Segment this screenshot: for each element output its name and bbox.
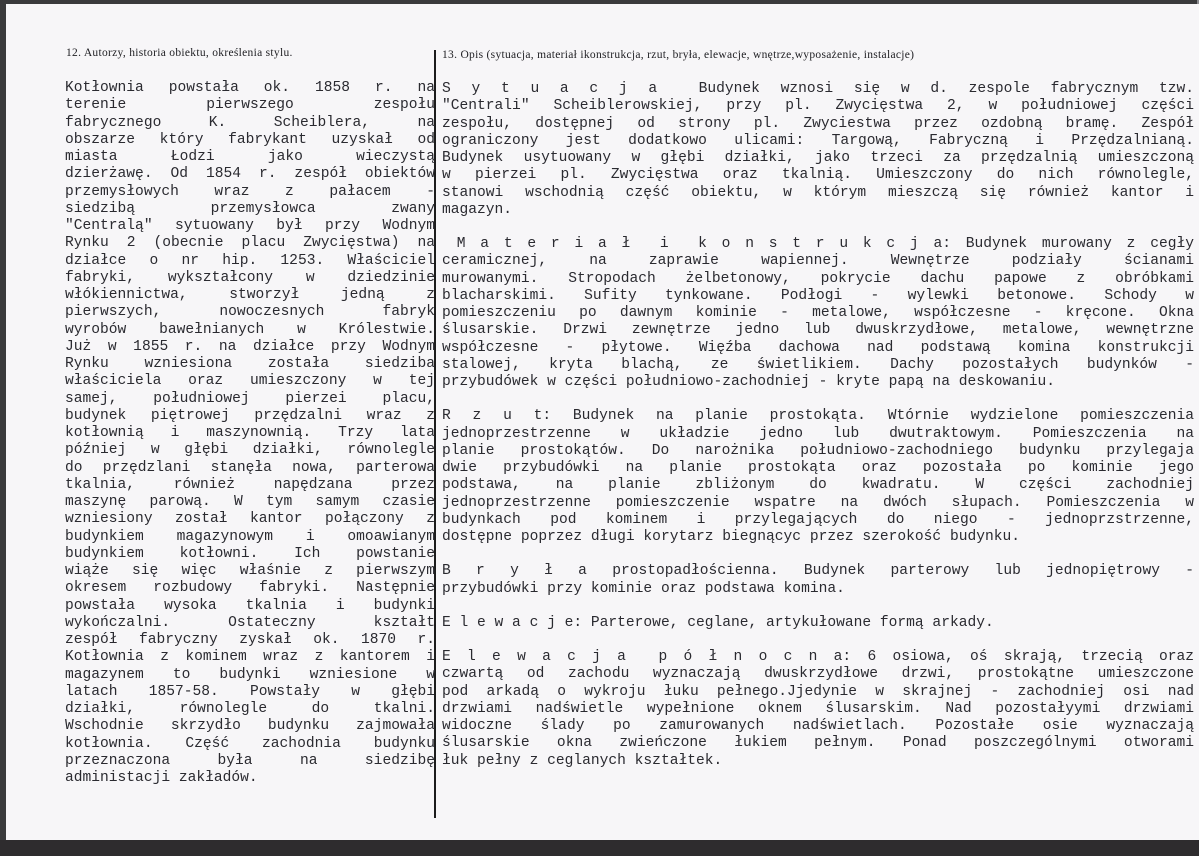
description-text-line: E l e w a c j a p ó ł n o c n a: 6 osiowa, oś skrają, trzecią oraz [442,649,1194,665]
description-text-line: czwartą od zachodu wyznaczają dwuskrzydłowe drzwi, prostokątne umieszczone [442,666,1194,683]
paragraph-bryla [442,563,1194,598]
description-text-line: ślusarskie okna zwieńczone łukiem pełnym. Ponad poszczególnymi otworami [442,735,1194,752]
history-text-line: kotłownią i maszynownią. Trzy lata [65,425,435,441]
description-text-line: murowanymi. Stropodach żelbetonowy, pokrycie dachu papowe z obróbkami [442,270,1194,287]
history-text-line: zespół fabryczny zyskał ok. 1870 r. [65,632,435,648]
history-text-line: Kotłownia z kominem wraz z kantorem i [65,649,435,666]
description-text-line: widoczne ślady po zamurowanych nadświetlach. Pozostałe osie wyznaczają [442,718,1194,734]
history-text-line: przeznaczona była na siedzibę [65,752,435,769]
section-13-heading: 13. Opis (sytuacja, materiał ikonstrukcja, rzut, bryła, elewacje, wnętrze,wyposażenie, instalacje) [442,49,915,61]
paragraph-material-konstrukcja [442,236,1194,391]
history-text-line: pierwszych, nowoczesnych fabryk [65,304,435,321]
description-text-line: współczesne - płytowe. Więźba dachowa nad podstawą komina konstrukcji [442,339,1194,356]
description-text-line: w pierzei pl. Zwycięstwa oraz tkalnią. Umieszczony do nich równolegle, [442,167,1194,184]
paragraph-elewacje [442,615,1194,632]
description-text-line: planie prostokątów. Do narożnika południowo-zachodniego budynku przylegaja [442,442,1194,459]
history-text-line: fabryki, wykształcony w dziedzinie [65,269,435,286]
description-text-line: drzwiami nadświetle wypełnione oknem ślusarskim. Nad pozostałyymi drzwiami [442,700,1194,717]
history-text-line: wykończalni. Ostateczny kształt [65,614,435,631]
history-text-line: Już w 1855 r. na działce przy Wodnym [65,338,435,355]
description-text-line: zespołu, dostępnej od strony pl. Zwyciestwa przez ozdobną bramę. Zespół [442,115,1194,132]
history-text-line: później w głębi działki, równolegle [65,442,435,459]
history-text-line: wzniesiony został kantor połączony z [65,511,435,528]
history-text-line: budynkiem magazynowym i omoawianym [65,528,435,545]
history-text-column [65,80,435,787]
history-text-line: do przędzlani stanęła nowa, parterowa [65,459,435,476]
description-text-line: stalowej, kryta blachą, ze świetlikiem. Dachy pozostałych budynków - [442,356,1194,373]
description-text-line: przybudówek w części południowo-zachodniej - kryte papą na deskowaniu. [442,374,1056,390]
paragraph-rzut [442,408,1194,546]
history-text-line: tkalnia, również napędzana przez [65,476,435,493]
history-text-line: terenie pierwszego zespołu [65,97,435,114]
description-text-line: stanowi wschodnią część obiektu, w którym mieszczą się również kantor i [442,184,1194,201]
description-text-line: ślusarskie. Drzwi zewnętrze jedno lub dwuskrzydłowe, metalowe, wewnętrzne [442,322,1194,339]
description-text-line: przybudówki przy kominie oraz podstawa komina. [442,580,845,597]
history-text-line: działce o nr hip. 1253. Właściciel [65,252,435,269]
history-text-line: Wschodnie skrzydło budynku zajmowała [65,718,435,735]
history-text-line: powstała wysoka tkalnia i budynki [65,597,435,614]
history-text-line: maszynę parową. W tym samym czasie [65,494,435,510]
history-text-line: Rynku 2 (obecnie placu Zwycięstwa) na [65,235,435,252]
history-text-line: wyrobów bawełnianych w Królestwie. [65,321,435,338]
description-text-line: ceramicznej, na zaprawie wapiennej. Wewnętrze podziały ścianami [442,253,1194,270]
description-text-line: jednoprzestrzenne pomieszczenie wspatre na dwóch słupach. Pomieszczenia w [442,494,1194,511]
history-text-line: działki, równolegle do tkalni. [65,701,435,717]
description-text-line: podstawa, na planie zbliżonym do kwadratu. W części zachodniej [442,477,1194,494]
history-text-line: magazynem to budynki wzniesione w [65,666,435,683]
history-text-line: latach 1857-58. Powstały w głębi [65,683,435,700]
paragraph-elewacja-polnocna [442,649,1194,770]
history-text-line: samej, południowej pierzei placu, [65,390,435,407]
description-text-line: S y t u a c j a Budynek wznosi się w d. zespole fabrycznym tzw. [442,81,1194,97]
history-text-line: właściciela oraz umieszczony w tej [65,373,435,390]
description-text-line: pod arkadą o wykroju łuku pełnego.Jjedynie w skrajnej - zachodniej osi nad [442,683,1194,700]
history-text-line: fabrycznego K. Scheiblera, na [65,114,435,131]
description-text-line: ograniczony jest dodatkowo ulicami: Targową, Fabryczną i Przędzalnianą. [442,132,1194,149]
history-text-line: okresem rozbudowy fabryki. Następnie [65,580,435,597]
scan-border-bottom [0,840,1199,856]
history-text-line: przemysłowych wraz z pałacem - [65,183,435,200]
description-text-line: dwie przybudówki na planie prostokąta oraz pozostała po kominie jego [442,460,1194,476]
description-text-column [442,81,1194,787]
description-text-line: blacharskimi. Sufity tynkowane. Podłogi - wylewki betonowe. Schody w [442,287,1194,304]
history-text-line: Kotłownia powstała ok. 1858 r. na [65,80,435,96]
history-text-line: miasta Łodzi jako wieczystą [65,149,435,165]
description-text-line: jednoprzestrzenne w układzie jedno lub dwutraktowym. Pomieszczenia na [442,425,1194,442]
history-text-line: siedzibą przemysłowca zwany [65,200,435,217]
description-text-line: pomieszczeniu po dawnym kominie - metalowe, współczesne - kręcone. Okna [442,305,1194,321]
description-text-line: B r y ł a prostopadłościenna. Budynek parterowy lub jednopiętrowy - [442,563,1194,580]
description-text-line: budynkach pod kominem i przylegających do niego - jednoprzstrzenne, [442,511,1194,528]
description-text-line: Budynek usytuowany w głębi działki, jako trzeci za przędzalnią umieszczoną [442,150,1194,166]
history-text-line: włókiennictwa, stworzył jedną z [65,287,435,303]
description-text-line: "Centrali" Scheiblerowskiej, przy pl. Zwycięstwa 2, w południowej części [442,98,1194,115]
history-text-line: kotłownia. Część zachodnia budynku [65,735,435,752]
history-text-line: wiąże się więc właśnie z pierwszym [65,563,435,579]
description-text-line: dostępne poprzez długi korytarz biegnącyc przez szerokość budynku. [442,529,1021,545]
paragraph-sytuacja [442,81,1194,219]
description-text-line: E l e w a c j e: Parterowe, ceglane, artykułowane formą arkady. [442,614,994,631]
history-text-line: dzierżawę. Od 1854 r. zespół obiektów [65,166,435,183]
history-text-line: budynkiem kotłowni. Ich powstanie [65,545,435,562]
description-text-line: łuk pełny z ceglanych kształtek. [442,752,723,769]
description-text-line: M a t e r i a ł i k o n s t r u k c j a: Budynek murowany z cegły [442,236,1194,252]
section-12-heading: 12. Autorzy, historia obiektu, określenia stylu. [66,47,293,59]
description-text-line: magazyn. [442,201,513,218]
history-text-line: budynek piętrowej przędzalni wraz z [65,407,435,424]
history-text-line: Rynku wzniesiona została siedziba [65,356,435,372]
description-text-line: R z u t: Budynek na planie prostokąta. Wtórnie wydzielone pomieszczenia [442,408,1194,425]
history-text-line: administacji zakładów. [65,770,258,786]
history-text-line: "Centralą" sytuowany był przy Wodnym [65,218,435,234]
history-text-line: obszarze który fabrykant uzyskał od [65,131,435,148]
